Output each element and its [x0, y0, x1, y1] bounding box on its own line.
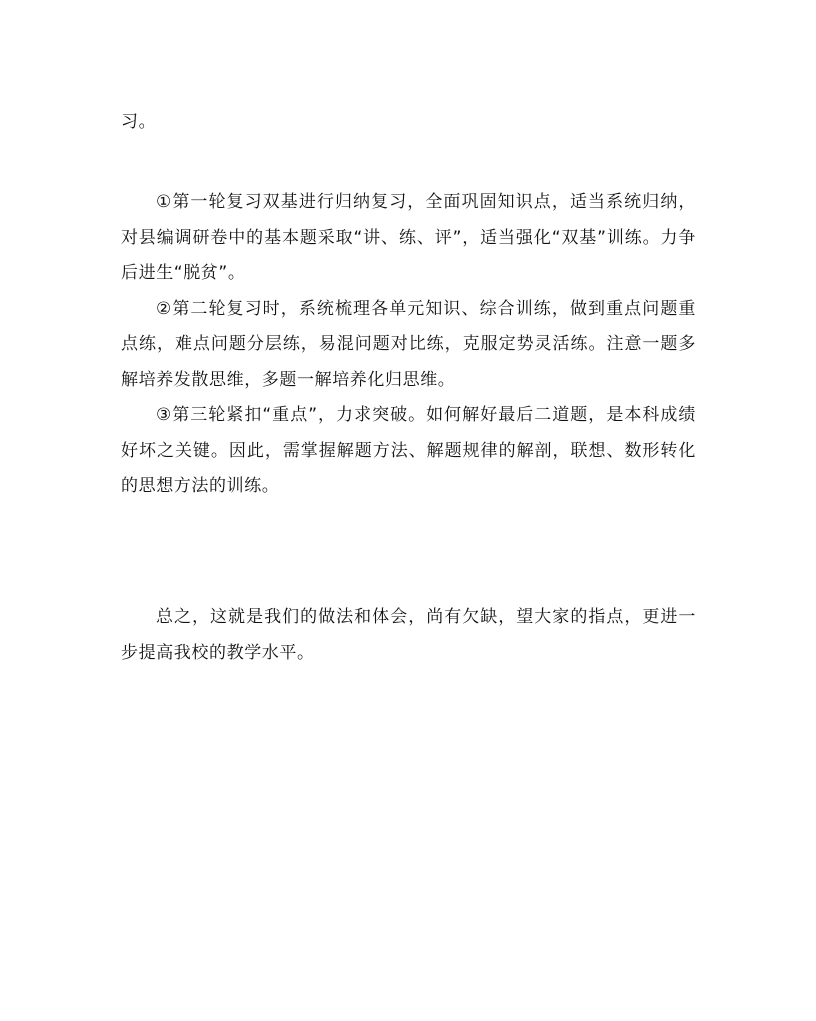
paragraph-third-round: ③第三轮紧扣“重点”，力求突破。如何解好最后二道题，是本科成绩好坏之关键。因此，需掌握解题方法、解题规律的解剖，联想、数形转化的思想方法的训练。 — [121, 405, 696, 496]
top-fragment-text: 习。 — [121, 112, 157, 132]
review-paragraphs — [121, 185, 696, 505]
paragraph-second-round: ②第二轮复习时，系统梳理各单元知识、综合训练，做到重点问题重点练，难点问题分层练，易混问题对比练，克服定势灵活练。注意一题多解培养发散思维，多题一解培养化归思维。 — [121, 298, 696, 390]
paragraph-conclusion: 总之，这就是我们的做法和体会，尚有欠缺，望大家的指点，更进一步提高我校的教学水平。 — [121, 607, 696, 663]
top-fragment — [121, 105, 696, 141]
paragraph-first-round: ①第一轮复习双基进行归纳复习，全面巩固知识点，适当系统归纳，对县编调研卷中的基本题采取“讲、练、评”，适当强化“双基”训练。力争后进生“脱贫”。 — [121, 192, 696, 283]
conclusion-block — [121, 600, 696, 671]
